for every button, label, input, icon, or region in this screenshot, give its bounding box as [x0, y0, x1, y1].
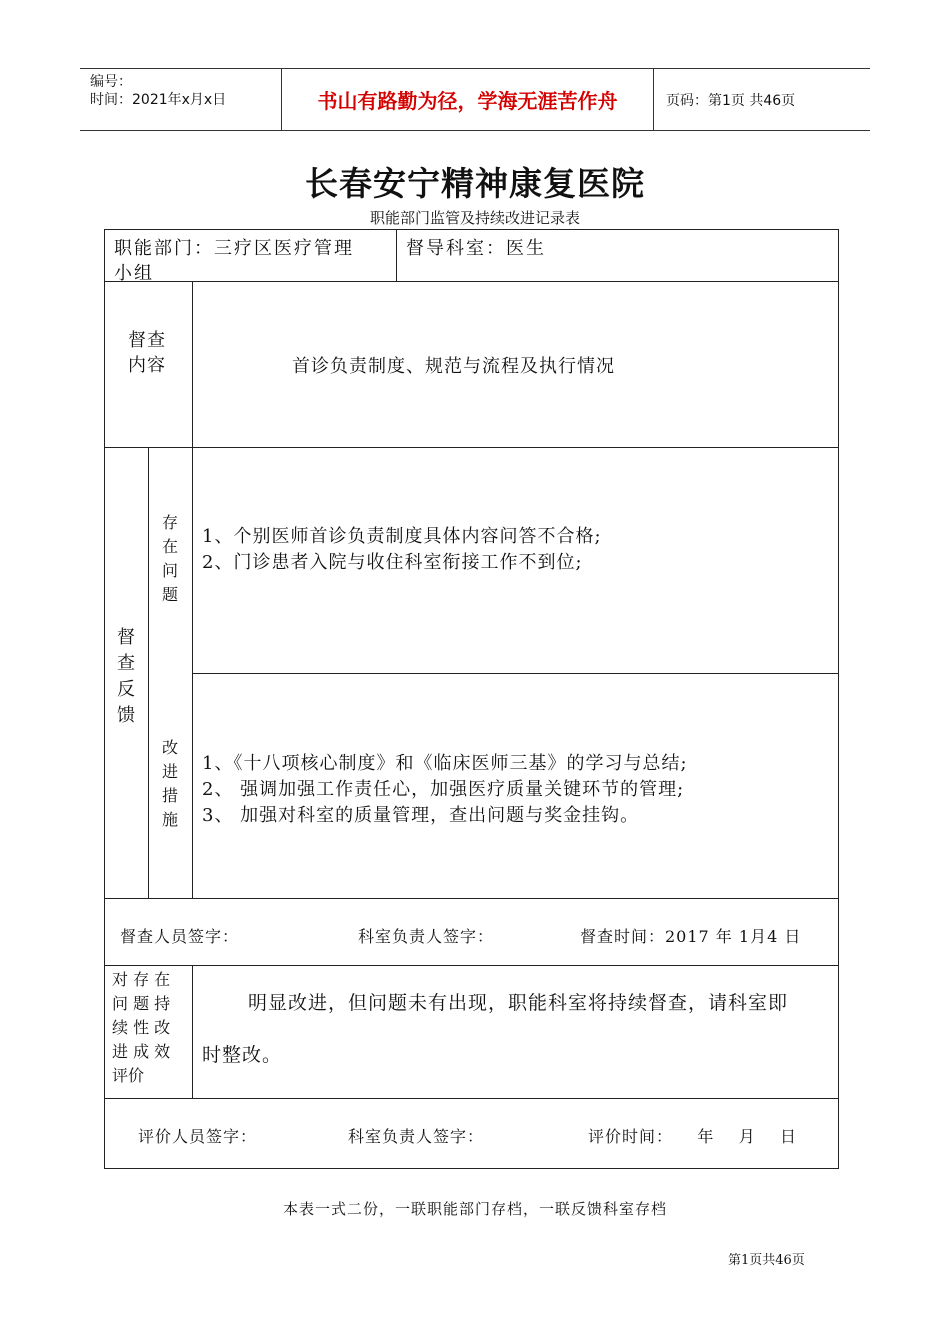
table-border-right: [838, 229, 839, 1169]
header-page-label: 页码：第1页 共46页: [666, 92, 796, 109]
table-border-left: [104, 229, 105, 1169]
feedback-label-char: 反: [117, 679, 135, 700]
evaluation-label-line: 进 成 效: [112, 1042, 171, 1061]
footer-note: 本表一式二份，一联职能部门存档，一联反馈科室存档: [282, 1200, 667, 1218]
measures-label-char: 进: [161, 762, 178, 781]
row-divider: [104, 447, 839, 448]
col-divider: [192, 965, 193, 1098]
measure-item: 3、 加强对科室的质量管理，查出问题与奖金挂钩。: [202, 805, 640, 826]
measure-item: 2、 强调加强工作责任心，加强医疗质量关键环节的管理;: [202, 779, 685, 800]
header-meta: [80, 69, 282, 130]
problems-label-char: 题: [161, 585, 178, 604]
evaluator-signature-label: 评价人员签字：: [138, 1127, 258, 1146]
measures-label-char: 措: [161, 786, 178, 805]
page-number: 第1页共46页: [728, 1253, 805, 1268]
feedback-label-char: 馈: [117, 705, 135, 726]
form-subtitle: 职能部门监管及持续改进记录表: [369, 209, 580, 227]
problem-item: 2、门诊患者入院与收住科室衔接工作不到位;: [202, 552, 583, 573]
problem-item: 1、个别医师首诊负责制度具体内容问答不合格;: [202, 526, 602, 547]
header-motto: 书山有路勤为径，学海无涯苦作舟: [282, 69, 654, 130]
eval-dept-head-signature-label: 科室负责人签字：: [348, 1127, 485, 1146]
number-label: 编号：: [90, 74, 132, 90]
measure-item: 1、《十八项核心制度》和《临床医师三基》的学习与总结;: [202, 753, 688, 774]
measures-label-char: 施: [161, 810, 178, 829]
feedback-label-char: 查: [117, 653, 135, 674]
date-label: 时间：2021年x月x日: [90, 92, 227, 108]
table-border-bottom: [104, 1168, 839, 1169]
content-label-line1: 督查: [128, 330, 166, 351]
problems-label-char: 存: [161, 513, 178, 532]
table-border-top: [104, 229, 839, 230]
evaluation-text-line1: 明显改进，但问题未有出现，职能科室将持续督查，请科室即: [248, 992, 789, 1014]
inspection-time: 督查时间：2017 年 1月4 日: [580, 927, 802, 946]
evaluation-label-line: 评价: [112, 1066, 145, 1085]
measures-label-char: 改: [161, 738, 178, 757]
col-divider: [148, 447, 149, 898]
measures-label: [156, 736, 184, 832]
row-divider: [104, 281, 839, 282]
problems-label: [156, 511, 184, 607]
col-divider: [192, 281, 193, 898]
row-divider: [192, 673, 839, 674]
feedback-label-char: 督: [117, 627, 135, 648]
problems-label-char: 问: [161, 561, 178, 580]
evaluation-label: [112, 968, 188, 1088]
evaluation-label-line: 对 存 在: [112, 970, 171, 989]
row-divider: [104, 898, 839, 899]
department-line1: 职能部门：三疗区医疗管理: [114, 238, 354, 259]
evaluation-time: 评价时间： 年 月 日: [588, 1127, 798, 1146]
dept-head-signature-label: 科室负责人签字：: [358, 927, 495, 946]
evaluation-label-line: 问 题 持: [112, 994, 171, 1013]
problems-label-char: 在: [161, 537, 178, 556]
supervised-department: 督导科室：医生: [406, 238, 546, 259]
row-divider: [104, 1098, 839, 1099]
inspection-content: 首诊负责制度、规范与流程及执行情况: [292, 356, 615, 377]
content-label-line2: 内容: [128, 355, 166, 376]
evaluation-label-line: 续 性 改: [112, 1018, 171, 1037]
row-divider: [104, 965, 839, 966]
feedback-label: [112, 625, 140, 729]
evaluation-text-line2: 时整改。: [202, 1044, 283, 1066]
col-divider: [396, 229, 397, 281]
inspector-signature-label: 督查人员签字：: [120, 927, 240, 946]
document-header: [80, 68, 870, 131]
department-line2: 小组: [114, 263, 154, 284]
hospital-title: 长春安宁精神康复医院: [305, 164, 645, 203]
